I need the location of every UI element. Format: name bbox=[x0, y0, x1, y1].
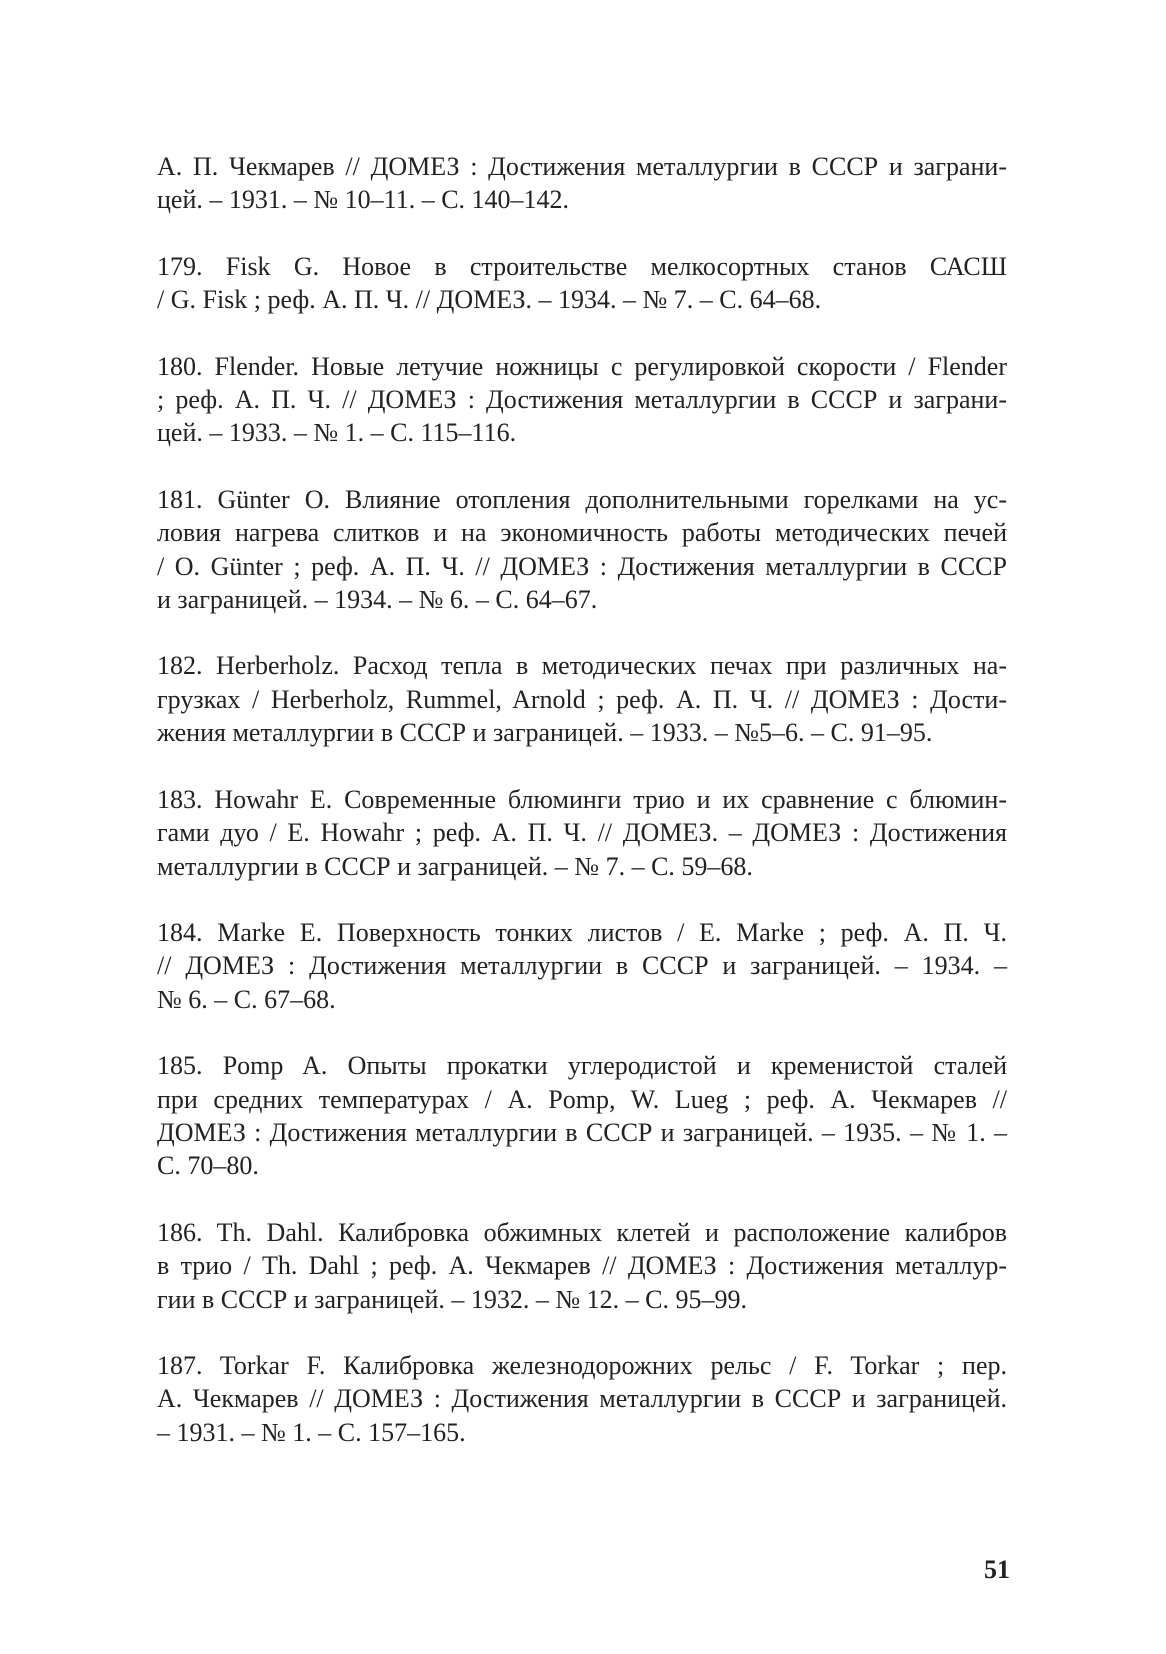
entry-line: цей. – 1933. – № 1. – С. 115–116. bbox=[157, 418, 517, 448]
entry-line: в трио / Th. Dahl ; реф. А. Чекмарев // ДОМЕЗ : Достижения металлур- bbox=[157, 1251, 1007, 1281]
entry-line: ДОМЕЗ : Достижения металлургии в СССР и заграницей. – 1935. – № 1. – bbox=[157, 1117, 1007, 1147]
entry-line: и заграницей. – 1934. – № 6. – С. 64–67. bbox=[157, 585, 598, 615]
entry-line: А. П. Чекмарев // ДОМЕЗ : Достижения металлургии в СССР и заграни- bbox=[157, 152, 1007, 181]
entry-line: 179. Fisk G. Новое в строительстве мелкосортных станов САСШ bbox=[157, 251, 1007, 281]
entry-line: 182. Herberholz. Расход тепла в методических печах при различных на- bbox=[157, 651, 1007, 681]
entry-line: 181. Günter O. Влияние отопления дополнительными горелками на ус- bbox=[157, 484, 1007, 514]
bibliography-entry-180 bbox=[157, 350, 1007, 450]
entry-line: ; реф. А. П. Ч. // ДОМЕЗ : Достижения металлургии в СССР и заграни- bbox=[157, 385, 1007, 415]
bibliography-entry-182 bbox=[157, 649, 1007, 749]
entry-line: 186. Th. Dahl. Калибровка обжимных клетей и расположение калибров bbox=[157, 1217, 1007, 1247]
bibliography-entry-181 bbox=[157, 483, 1007, 617]
entry-line: металлургии в СССР и заграницей. – № 7. – С. 59–68. bbox=[157, 851, 753, 881]
bibliography-entry-184 bbox=[157, 916, 1007, 1016]
entry-line: гами дуо / E. Howahr ; реф. А. П. Ч. // ДОМЕЗ. – ДОМЕЗ : Достижения bbox=[157, 818, 1007, 848]
entry-line: 187. Torkar F. Калибровка железнодорожних рельс / F. Torkar ; пер. bbox=[157, 1350, 1007, 1380]
entry-line: 185. Pomp A. Опыты прокатки углеродистой и кременистой сталей bbox=[157, 1051, 1007, 1081]
entry-line: А. Чекмарев // ДОМЕЗ : Достижения металлургии в СССР и заграницей. bbox=[157, 1384, 1007, 1414]
entry-line: / O. Günter ; реф. А. П. Ч. // ДОМЕЗ : Достижения металлургии в СССР bbox=[157, 551, 1007, 581]
entry-line: 183. Howahr E. Современные блюминги трио и их сравнение с блюмин- bbox=[157, 784, 1007, 814]
entry-line: при средних температурах / A. Pomp, W. Lueg ; реф. А. Чекмарев // bbox=[157, 1084, 1007, 1114]
bibliography-list bbox=[157, 150, 1007, 1482]
entry-line: цей. – 1931. – № 10–11. – С. 140–142. bbox=[157, 185, 570, 215]
bibliography-entry-183 bbox=[157, 783, 1007, 883]
entry-line: // ДОМЕЗ : Достижения металлургии в СССР и заграницей. – 1934. – bbox=[157, 951, 1007, 981]
bibliography-entry-continuation bbox=[157, 150, 1007, 217]
entry-line: 180. Flender. Новые летучие ножницы с регулировкой скорости / Flender bbox=[157, 351, 1007, 381]
entry-line: С. 70–80. bbox=[157, 1151, 259, 1181]
entry-line: № 6. – С. 67–68. bbox=[157, 984, 336, 1014]
entry-line: ловия нагрева слитков и на экономичность работы методических печей bbox=[157, 518, 1007, 548]
entry-line: жения металлургии в СССР и заграницей. – 1933. – №5–6. – С. 91–95. bbox=[157, 718, 933, 748]
bibliography-entry-186 bbox=[157, 1216, 1007, 1316]
entry-line: гии в СССР и заграницей. – 1932. – № 12. – С. 95–99. bbox=[157, 1284, 748, 1314]
page-number: 51 bbox=[984, 1555, 1010, 1584]
bibliography-entry-179 bbox=[157, 250, 1007, 317]
entry-line: / G. Fisk ; реф. А. П. Ч. // ДОМЕЗ. – 1934. – № 7. – С. 64–68. bbox=[157, 285, 822, 315]
bibliography-entry-185 bbox=[157, 1049, 1007, 1183]
entry-line: 184. Marke E. Поверхность тонких листов / E. Marke ; реф. А. П. Ч. bbox=[157, 917, 1007, 947]
entry-line: – 1931. – № 1. – С. 157–165. bbox=[157, 1417, 466, 1447]
entry-line: грузках / Herberholz, Rummel, Arnold ; реф. А. П. Ч. // ДОМЕЗ : Дости- bbox=[157, 684, 1007, 714]
bibliography-entry-187 bbox=[157, 1349, 1007, 1449]
